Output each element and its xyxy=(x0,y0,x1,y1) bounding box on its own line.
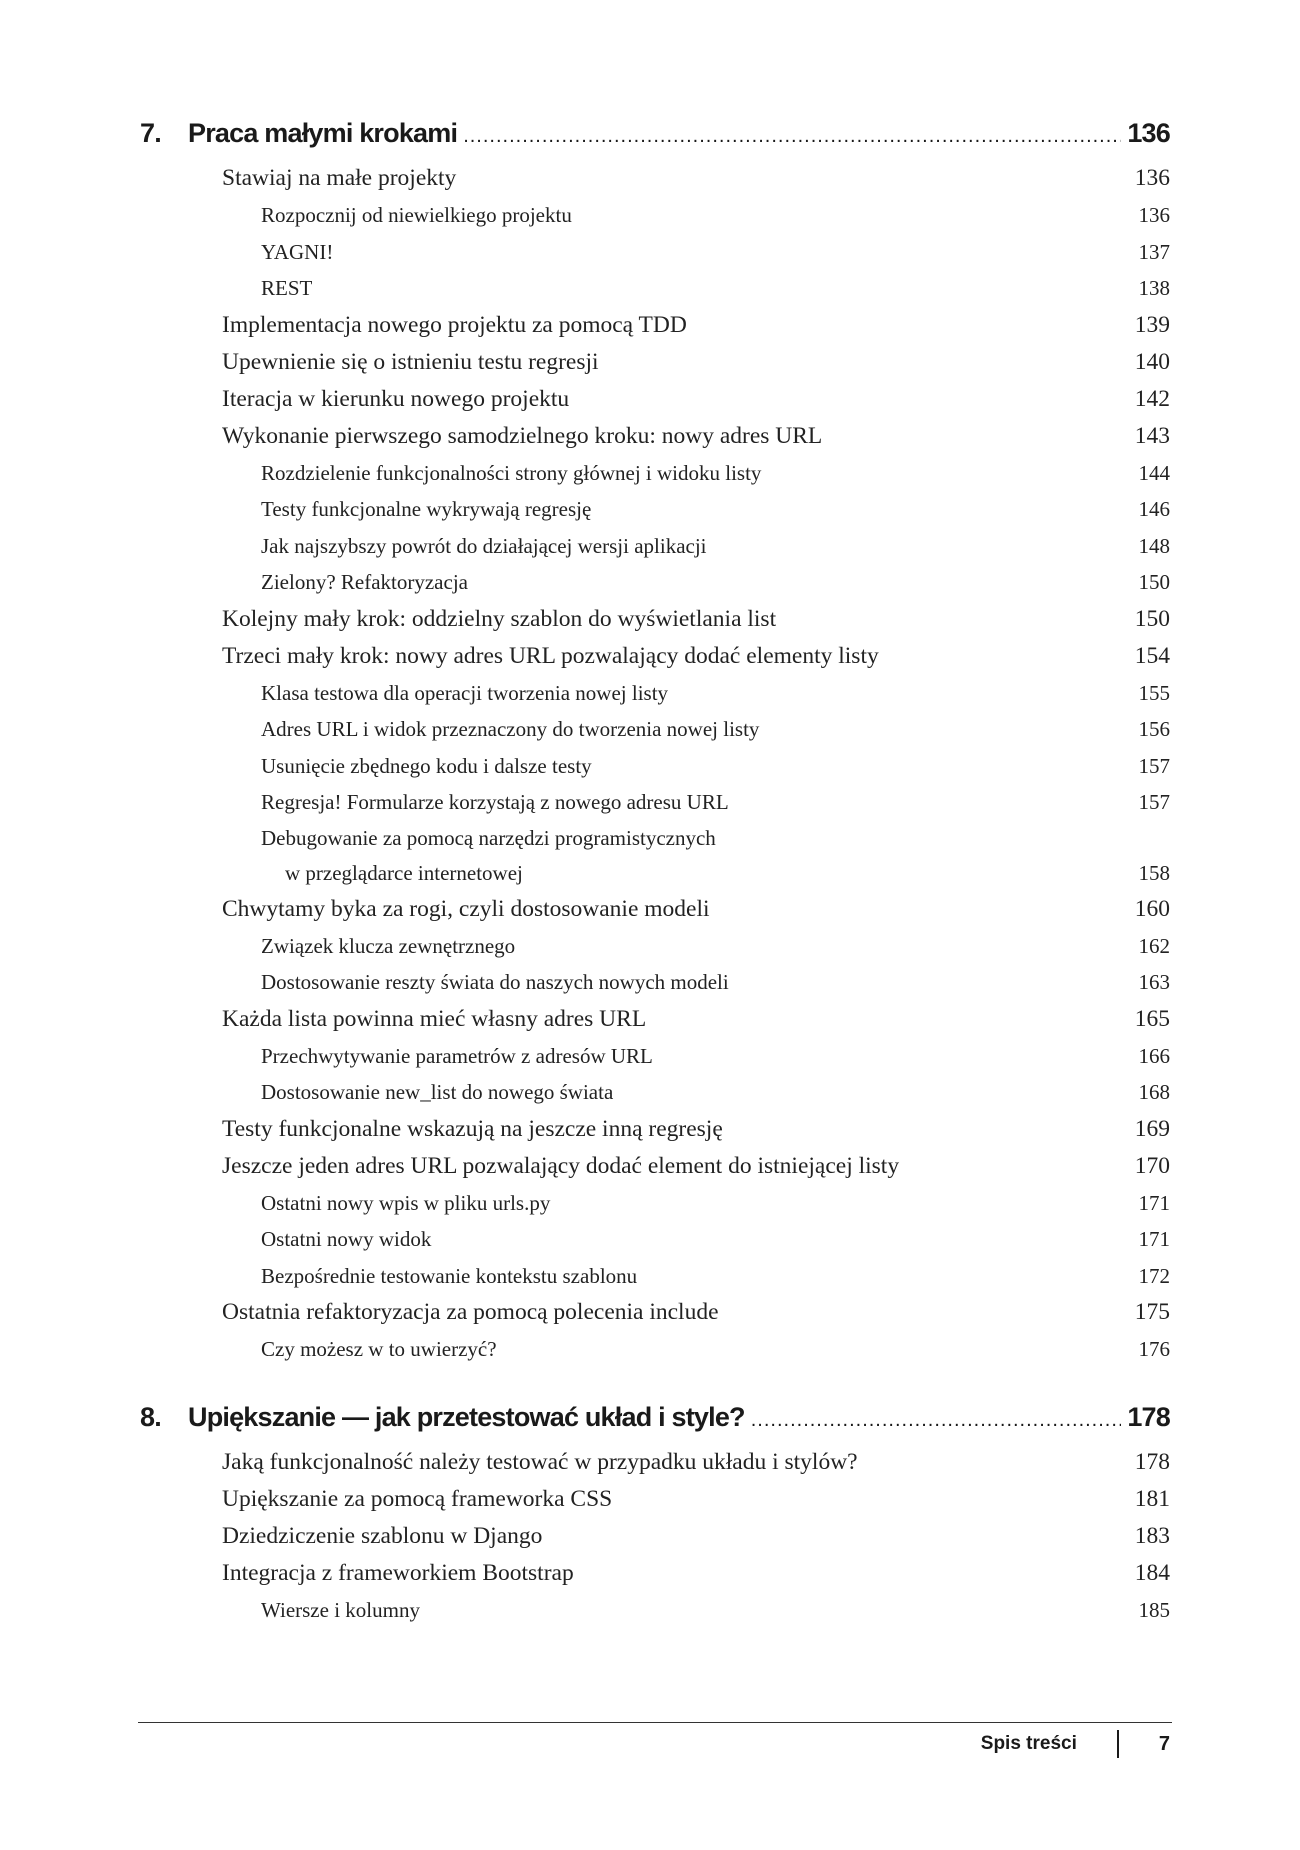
chapter-number: 7. xyxy=(140,118,161,148)
entry-page-number: 163 xyxy=(1138,970,1170,994)
entry-title: Przechwytywanie parametrów z adresów URL xyxy=(261,1043,653,1068)
entry-page-number: 155 xyxy=(1138,680,1170,705)
entry-page-number: 139 xyxy=(1134,311,1170,338)
entry-page-number: 181 xyxy=(1134,1485,1170,1512)
entry-page-number: 136 xyxy=(1138,203,1170,227)
entry-page-number: 157 xyxy=(1138,753,1170,778)
toc-section-entry[interactable] xyxy=(140,160,1170,197)
entry-title: Stawiaj na małe projekty xyxy=(222,165,457,191)
toc-section-entry[interactable] xyxy=(140,1444,1170,1481)
entry-title: Każda lista powinna mieć własny adres URL xyxy=(222,1005,647,1032)
entry-page-number: 146 xyxy=(1138,497,1170,521)
entry-page-number: 138 xyxy=(1138,276,1170,300)
footer-rule xyxy=(138,1722,1172,1723)
footer-label: Spis treści xyxy=(980,1733,1077,1754)
toc-subsection-entry[interactable] xyxy=(140,711,1170,748)
toc-subsection-entry[interactable] xyxy=(140,675,1170,712)
entry-title: Jak najszybszy powrót do działającej wersji aplikacji xyxy=(261,533,707,558)
entry-page-number: 171 xyxy=(1138,1227,1170,1251)
toc-section-entry[interactable] xyxy=(140,1481,1170,1518)
entry-title: Wykonanie pierwszego samodzielnego kroku: nowy adres URL xyxy=(222,422,823,449)
chapter-gap xyxy=(140,1368,1170,1402)
toc-subsection-entry[interactable] xyxy=(140,197,1170,234)
entry-page-number: 136 xyxy=(1134,165,1170,191)
entry-title: YAGNI! xyxy=(261,239,334,264)
toc-subsection-entry[interactable] xyxy=(140,270,1170,307)
entry-title: Upewnienie się o istnieniu testu regresji xyxy=(222,348,599,375)
toc-subsection-entry[interactable] xyxy=(140,821,1170,891)
toc-subsection-entry[interactable] xyxy=(140,784,1170,821)
toc-subsection-entry[interactable] xyxy=(140,1258,1170,1295)
toc-section-entry[interactable] xyxy=(140,1111,1170,1148)
entry-title-line1: Debugowanie za pomocą narzędzi programistycznych xyxy=(261,825,716,850)
toc-subsection-entry[interactable] xyxy=(140,1221,1170,1258)
toc-subsection-entry[interactable] xyxy=(140,964,1170,1001)
entry-page-number: 137 xyxy=(1138,239,1170,264)
toc-subsection-entry[interactable] xyxy=(140,455,1170,492)
entry-title: Regresja! Formularze korzystają z nowego adresu URL xyxy=(261,790,729,814)
entry-page-number: 142 xyxy=(1134,385,1170,412)
toc-section-entry[interactable] xyxy=(140,601,1170,638)
toc-subsection-entry[interactable] xyxy=(140,1331,1170,1368)
entry-title: Zielony? Refaktoryzacja xyxy=(261,570,468,594)
toc-subsection-entry[interactable] xyxy=(140,564,1170,601)
entry-title: Adres URL i widok przeznaczony do tworzenia nowej listy xyxy=(261,717,760,741)
entry-title xyxy=(261,821,1139,891)
entry-title: Związek klucza zewnętrznego xyxy=(261,933,516,958)
entry-page-number: 171 xyxy=(1138,1190,1170,1215)
toc-section-entry[interactable] xyxy=(140,381,1170,418)
entry-page-number: 150 xyxy=(1138,570,1170,594)
entry-title: Kolejny mały krok: oddzielny szablon do wyświetlania list xyxy=(222,605,777,632)
entry-page-number: 176 xyxy=(1138,1337,1170,1361)
toc-subsection-entry[interactable] xyxy=(140,1074,1170,1111)
entry-title: Usunięcie zbędnego kodu i dalsze testy xyxy=(261,753,592,778)
entry-title: Ostatni nowy wpis w pliku urls.py xyxy=(261,1190,551,1215)
entry-title: Iteracja w kierunku nowego projektu xyxy=(222,385,570,412)
chapter-heading[interactable] xyxy=(140,1402,1170,1442)
entry-title: Testy funkcjonalne wskazują na jeszcze inną regresję xyxy=(222,1115,723,1142)
entry-page-number: 156 xyxy=(1138,717,1170,741)
entry-title: Wiersze i kolumny xyxy=(261,1597,420,1622)
toc-subsection-entry[interactable] xyxy=(140,491,1170,528)
entry-page-number: 144 xyxy=(1138,460,1170,485)
toc-section-entry[interactable] xyxy=(140,1294,1170,1331)
entry-title: Ostatnia refaktoryzacja za pomocą polecenia include xyxy=(222,1299,719,1325)
chapter-page-number: 136 xyxy=(1127,118,1170,148)
toc-section-entry[interactable] xyxy=(140,1555,1170,1592)
entry-title: Dostosowanie new_list do nowego świata xyxy=(261,1080,614,1104)
entry-title: Ostatni nowy widok xyxy=(261,1227,432,1251)
entry-title: Rozdzielenie funkcjonalności strony głównej i widoku listy xyxy=(261,460,762,485)
page-footer xyxy=(981,1730,1170,1758)
entry-page-number: 166 xyxy=(1138,1043,1170,1068)
footer-page-number: 7 xyxy=(1158,1732,1170,1755)
entry-title: Czy możesz w to uwierzyć? xyxy=(261,1337,497,1361)
entry-title: Jaką funkcjonalność należy testować w przypadku układu i stylów? xyxy=(222,1448,858,1475)
entry-page-number: 150 xyxy=(1134,605,1170,632)
toc-section-entry[interactable] xyxy=(140,1148,1170,1185)
toc-subsection-entry[interactable] xyxy=(140,928,1170,965)
toc-subsection-entry[interactable] xyxy=(140,748,1170,785)
entry-page-number: 160 xyxy=(1134,895,1170,922)
entry-title: Integracja z frameworkiem Bootstrap xyxy=(222,1559,574,1586)
entry-title-line2: w przeglądarce internetowej xyxy=(285,860,523,885)
entry-page-number: 172 xyxy=(1138,1263,1170,1288)
entry-page-number: 178 xyxy=(1134,1448,1170,1475)
entry-title: Jeszcze jeden adres URL pozwalający dodać element do istniejącej listy xyxy=(222,1152,900,1179)
entry-title: Dziedziczenie szablonu w Django xyxy=(222,1522,543,1549)
entry-title: Rozpocznij od niewielkiego projektu xyxy=(261,203,572,227)
toc-subsection-entry[interactable] xyxy=(140,1185,1170,1222)
entry-title: Chwytamy byka za rogi, czyli dostosowanie modeli xyxy=(222,895,710,922)
toc-section-entry[interactable] xyxy=(140,1518,1170,1555)
entry-page-number: 158 xyxy=(1138,860,1170,885)
entry-page-number: 148 xyxy=(1138,533,1170,558)
dot-leader xyxy=(751,1409,1122,1432)
toc-subsection-entry[interactable] xyxy=(140,1592,1170,1629)
toc-subsection-entry[interactable] xyxy=(140,1038,1170,1075)
entry-title: Dostosowanie reszty świata do naszych nowych modeli xyxy=(261,970,729,994)
entry-title: Bezpośrednie testowanie kontekstu szablonu xyxy=(261,1263,638,1288)
chapter-page-number: 178 xyxy=(1127,1401,1170,1432)
toc-subsection-entry[interactable] xyxy=(140,528,1170,565)
entry-title: REST xyxy=(261,276,313,300)
entry-page-number: 143 xyxy=(1134,422,1170,449)
entry-page-number: 154 xyxy=(1134,642,1170,669)
entry-title: Testy funkcjonalne wykrywają regresję xyxy=(261,497,592,521)
entry-page-number: 162 xyxy=(1138,933,1170,958)
chapter-title: Upiększanie — jak przetestować układ i style? xyxy=(188,1401,745,1432)
chapter-heading[interactable] xyxy=(140,118,1170,158)
toc-section-entry[interactable] xyxy=(140,344,1170,381)
chapter-number: 8. xyxy=(140,1401,161,1432)
entry-page-number: 170 xyxy=(1134,1152,1170,1179)
toc-section-entry[interactable] xyxy=(140,1001,1170,1038)
footer-separator xyxy=(1117,1730,1119,1758)
entry-page-number: 140 xyxy=(1134,348,1170,375)
entry-page-number: 185 xyxy=(1138,1597,1170,1622)
toc-subsection-entry[interactable] xyxy=(140,234,1170,271)
entry-page-number: 169 xyxy=(1134,1115,1170,1142)
entry-page-number: 157 xyxy=(1138,790,1170,814)
entry-title: Klasa testowa dla operacji tworzenia nowej listy xyxy=(261,680,669,705)
entry-page-number: 175 xyxy=(1134,1299,1170,1325)
entry-title: Trzeci mały krok: nowy adres URL pozwalający dodać elementy listy xyxy=(222,642,879,669)
entry-title: Upiększanie za pomocą frameworka CSS xyxy=(222,1485,613,1512)
toc-section-entry[interactable] xyxy=(140,307,1170,344)
entry-page-number: 168 xyxy=(1138,1080,1170,1104)
table-of-contents xyxy=(140,118,1170,1628)
toc-section-entry[interactable] xyxy=(140,638,1170,675)
toc-section-entry[interactable] xyxy=(140,891,1170,928)
entry-page-number: 165 xyxy=(1134,1005,1170,1032)
chapter-title: Praca małymi krokami xyxy=(188,118,458,148)
entry-title: Implementacja nowego projektu za pomocą TDD xyxy=(222,311,687,338)
dot-leader xyxy=(463,125,1121,148)
entry-page-number: 183 xyxy=(1134,1522,1170,1549)
toc-section-entry[interactable] xyxy=(140,418,1170,455)
entry-page-number: 184 xyxy=(1134,1559,1170,1586)
